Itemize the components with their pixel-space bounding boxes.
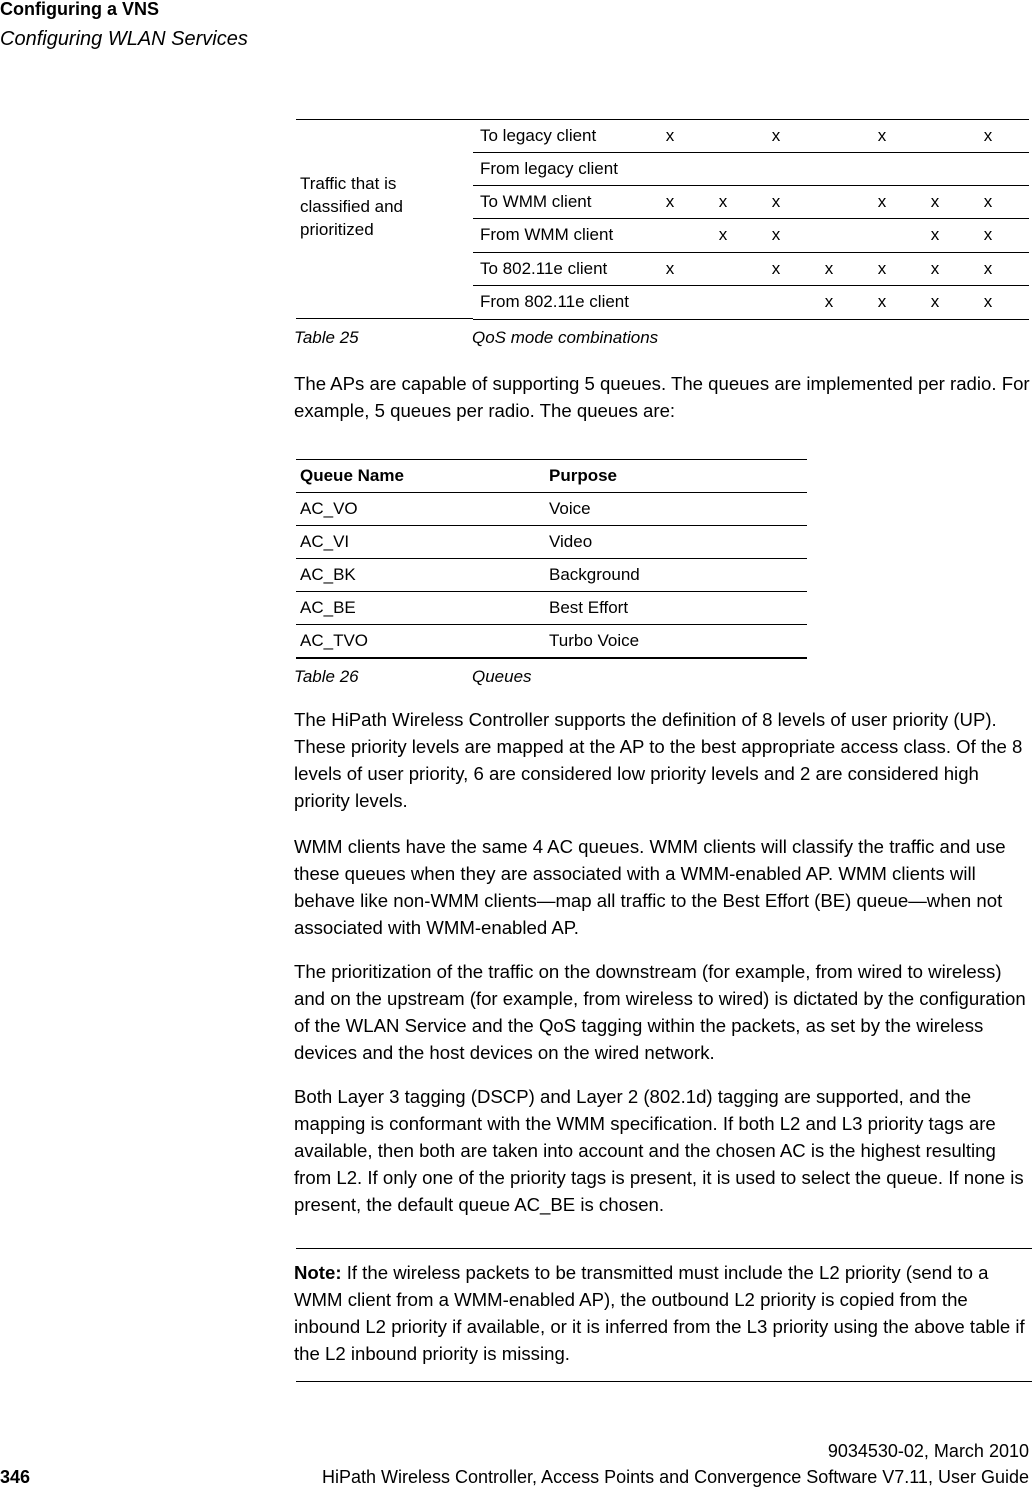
qos-mark: x — [665, 126, 675, 145]
chapter-title: Configuring a VNS — [0, 0, 159, 19]
qos-mark: x — [877, 192, 887, 211]
queue-name-cell: AC_VO — [300, 499, 358, 518]
queue-name-cell: AC_TVO — [300, 631, 369, 650]
table-header-row — [296, 460, 807, 493]
column-header-purpose: Purpose — [549, 466, 618, 485]
queues-intro-paragraph: The APs are capable of supporting 5 queues. The queues are implemented per radio. For example, 5 queues per radio. The queues are: — [294, 373, 1030, 421]
queue-purpose-cell: Voice — [549, 499, 591, 518]
column-header-queue-name: Queue Name — [300, 466, 404, 485]
queue-table — [296, 459, 807, 659]
qos-mark: x — [983, 292, 993, 311]
queue-purpose-cell: Best Effort — [549, 598, 629, 617]
table-row — [296, 592, 807, 625]
note-text: If the wireless packets to be transmitted must include the L2 priority (send to a WMM client from a WMM-enabled AP), the outbound L2 priority is copied from the inbound L2 priority if available, or it is inferred from the L3 priority using the above table if the L2 inbound priority is missing. — [294, 1262, 1025, 1364]
note-bottom-rule — [296, 1381, 1032, 1382]
qos-mark: x — [930, 292, 940, 311]
queue-name-cell: AC_BE — [300, 598, 356, 617]
user-priority-paragraph: The HiPath Wireless Controller supports the definition of 8 levels of user priority (UP). These priority levels are mapped at the AP to the best appropriate access class. Of the 8 levels of user priority, 6 are considered low priority levels and 2 are considered high priority levels. — [294, 709, 1023, 811]
section-subtitle: Configuring WLAN Services — [0, 28, 248, 50]
qos-mark: x — [983, 192, 993, 211]
table-row — [296, 559, 807, 592]
qos-mark: x — [877, 292, 887, 311]
footer-page-number: 346 — [0, 1467, 31, 1487]
qos-mark: x — [930, 192, 940, 211]
qos-row-label: To legacy client — [480, 126, 597, 145]
footer-doc-number: 9034530-02, March 2010 — [827, 1441, 1029, 1461]
qos-mark: x — [824, 259, 834, 278]
queue-name-cell: AC_VI — [300, 532, 350, 551]
note-label: Note: — [294, 1262, 342, 1283]
qos-mark: x — [877, 259, 887, 278]
qos-row-label: From 802.11e client — [480, 292, 629, 311]
qos-mark: x — [983, 225, 993, 244]
qos-row-label: To 802.11e client — [480, 259, 608, 278]
table-row — [473, 252, 1029, 286]
table-26-caption-number: Table 26 — [294, 667, 359, 686]
qos-table-top-rule — [296, 119, 473, 120]
table-row — [296, 526, 807, 559]
qos-mark: x — [718, 192, 728, 211]
table-25-caption-title: QoS mode combinations — [472, 328, 659, 347]
tagging-paragraph: Both Layer 3 tagging (DSCP) and Layer 2 (802.1d) tagging are supported, and the mapping is conformant with the WMM specification. If both L2 and L3 priority tags are available, then both are taken into account and the chosen AC is the highest resulting from L2. If only one of the priority tags is present, it is used to select the queue. If none is present, the default queue AC_BE is chosen. — [294, 1086, 1024, 1215]
table-row — [473, 119, 1029, 153]
qos-mark: x — [930, 225, 940, 244]
table-row — [296, 493, 807, 526]
queue-purpose-cell: Background — [549, 565, 640, 584]
wmm-clients-paragraph: WMM clients have the same 4 AC queues. WMM clients will classify the traffic and use these queues when they are associated with a WMM-enabled AP. WMM clients will behave like non-WMM clients—map all traffic to the Best Effort (BE) queue—when not associated with WMM-enabled AP. — [294, 836, 1006, 938]
footer-doc-title: HiPath Wireless Controller, Access Points and Convergence Software V7.11, User Guide — [321, 1467, 1029, 1487]
table-row — [296, 625, 807, 659]
table-row — [473, 185, 1029, 219]
qos-mark: x — [771, 225, 781, 244]
prioritization-paragraph: The prioritization of the traffic on the downstream (for example, from wired to wireless) and on the upstream (for example, from wireless to wired) is dictated by the configuration of the WLAN Service and the QoS tagging within the packets, as set by the wireless devices and the host devices on the wired network. — [294, 961, 1026, 1063]
qos-mark: x — [665, 192, 675, 211]
note-block — [294, 1259, 1032, 1367]
qos-mark: x — [983, 126, 993, 145]
qos-mark: x — [771, 259, 781, 278]
table-row — [473, 285, 1029, 320]
qos-mark: x — [771, 192, 781, 211]
qos-table-bottom-rule — [296, 318, 473, 319]
note-top-rule — [296, 1248, 1032, 1249]
qos-mark: x — [824, 292, 834, 311]
qos-row-header: Traffic that is classified and prioritized — [300, 174, 404, 239]
qos-row-label: From legacy client — [480, 159, 618, 178]
qos-mark: x — [718, 225, 728, 244]
qos-mark: x — [983, 259, 993, 278]
qos-mark: x — [771, 126, 781, 145]
table-row — [473, 218, 1029, 252]
queue-purpose-cell: Video — [549, 532, 593, 551]
qos-row-label: To WMM client — [480, 192, 592, 211]
table-25-caption-number: Table 25 — [294, 328, 359, 347]
table-26-caption-title: Queues — [472, 667, 532, 686]
qos-row-label: From WMM client — [480, 225, 614, 244]
qos-mark: x — [877, 126, 887, 145]
queue-name-cell: AC_BK — [300, 565, 356, 584]
qos-mark: x — [665, 259, 675, 278]
qos-mark: x — [930, 259, 940, 278]
table-row — [473, 152, 1029, 186]
queue-purpose-cell: Turbo Voice — [549, 631, 640, 650]
